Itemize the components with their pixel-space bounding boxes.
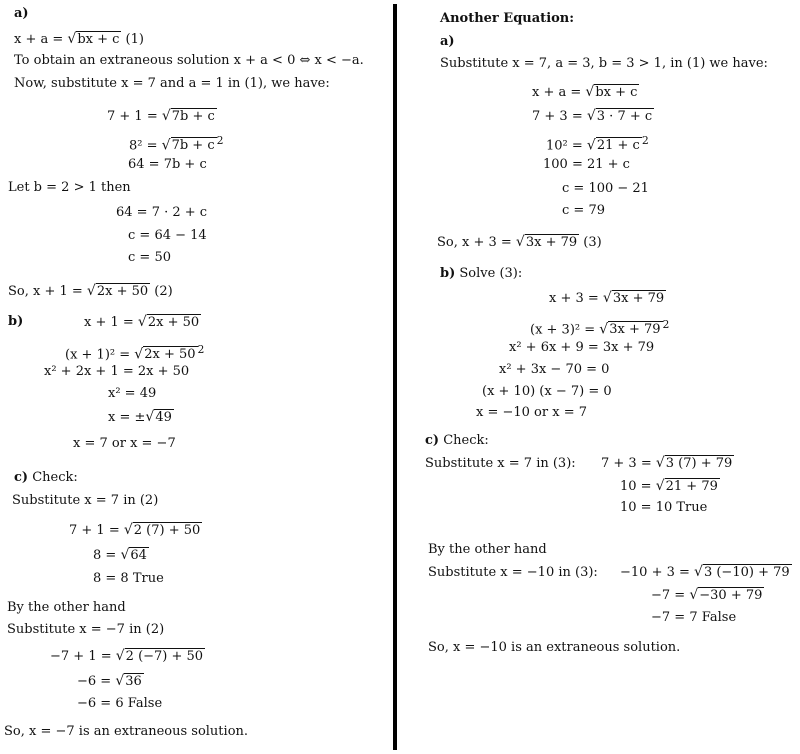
eq-lhs: So, x + 1 = xyxy=(8,284,87,299)
eq-lhs: (x + 3)² = xyxy=(530,322,600,338)
equation-2 xyxy=(8,283,173,300)
radicand: 2x + 50 xyxy=(144,347,196,363)
rd-step-2 xyxy=(651,587,764,604)
right-part-a-label: a) xyxy=(440,34,455,49)
r-step-4: 100 = 21 + c xyxy=(543,157,630,172)
eq-lhs: −7 + 1 = xyxy=(50,649,116,664)
exponent: 2 xyxy=(216,134,224,147)
right-other-hand: By the other hand xyxy=(428,542,547,557)
radicand: 7b + c xyxy=(171,109,215,124)
sqrt-icon: √ xyxy=(123,522,133,538)
sqrt-icon: √ xyxy=(145,409,155,425)
step-5: c = 64 − 14 xyxy=(128,228,207,243)
radicand: 2 (−7) + 50 xyxy=(125,649,204,664)
exponent: 2 xyxy=(641,134,649,147)
sqrt-icon: √ xyxy=(67,31,77,47)
d-step-3: −6 = 6 False xyxy=(77,696,163,711)
solve-label: Solve (3): xyxy=(455,266,523,281)
left-conclusion: So, x = −7 is an extraneous solution. xyxy=(4,724,249,739)
right-part-b-label: b) xyxy=(440,266,456,281)
rd-step-1 xyxy=(620,564,792,581)
step-4: 64 = 7 · 2 + c xyxy=(116,205,208,220)
eq-lhs: x + 1 = xyxy=(84,315,138,330)
eq-lhs: 8² = xyxy=(129,138,162,154)
radicand: 21 + c xyxy=(596,138,640,154)
exponent: 2 xyxy=(197,343,205,356)
radicand: −30 + 79 xyxy=(699,588,763,603)
right-substitute-line: Substitute x = 7, a = 3, b = 3 > 1, in (1) we have: xyxy=(440,56,768,71)
sqrt-icon: √ xyxy=(599,321,609,338)
sqrt-icon: √ xyxy=(515,234,525,250)
part-c-heading xyxy=(14,470,78,486)
substitute-line: Now, substitute x = 7 and a = 1 in (1), we have: xyxy=(14,76,330,91)
radicand: 7b + c xyxy=(171,138,215,154)
radicand: 3 · 7 + c xyxy=(596,109,653,124)
eq-tag: (2) xyxy=(150,284,173,299)
b-step-2 xyxy=(65,342,204,363)
sqrt-icon: √ xyxy=(586,108,596,124)
rb-step-3: x² + 6x + 9 = 3x + 79 xyxy=(509,340,655,355)
part-c-label: c) xyxy=(14,470,29,485)
c-step-3: 8 = 8 True xyxy=(93,571,164,586)
b-step-6: x = 7 or x = −7 xyxy=(73,436,176,451)
radicand: 3 (7) + 79 xyxy=(665,456,733,471)
let-b-line: Let b = 2 > 1 then xyxy=(8,180,131,195)
d-step-1 xyxy=(50,648,205,665)
right-part-c-label: c) xyxy=(425,433,440,448)
radicand: 49 xyxy=(155,410,172,425)
radicand: 2x + 50 xyxy=(147,315,200,330)
d-step-2 xyxy=(77,673,144,690)
check-substitute: Substitute x = 7 in (2) xyxy=(12,493,159,508)
b-step-4: x² = 49 xyxy=(108,386,157,401)
right-check-substitute: Substitute x = 7 in (3): xyxy=(425,456,576,471)
radicand: 36 xyxy=(125,674,142,689)
sqrt-icon: √ xyxy=(134,346,144,363)
step-3: 64 = 7b + c xyxy=(128,157,207,172)
eq-lhs: x + 3 = xyxy=(549,291,603,306)
radicand: 3 (−10) + 79 xyxy=(703,565,790,580)
radicand: 2 (7) + 50 xyxy=(133,523,201,538)
r-step-5: c = 100 − 21 xyxy=(562,181,649,196)
sqrt-icon: √ xyxy=(161,108,171,124)
radicand: bx + c xyxy=(77,32,120,47)
sqrt-icon: √ xyxy=(655,478,665,494)
rc-step-3: 10 = 10 True xyxy=(620,500,708,515)
eq-lhs: (x + 1)² = xyxy=(65,347,135,363)
eq-tag: (3) xyxy=(579,235,602,250)
eq-lhs: −10 + 3 = xyxy=(620,565,695,580)
b-step-1 xyxy=(84,314,201,331)
step-2 xyxy=(129,133,223,154)
b-step-3: x² + 2x + 1 = 2x + 50 xyxy=(44,364,190,379)
radicand: 3x + 79 xyxy=(612,291,665,306)
right-conclusion: So, x = −10 is an extraneous solution. xyxy=(428,640,681,655)
radicand: 2x + 50 xyxy=(96,284,149,299)
eq-lhs: x = ± xyxy=(108,410,146,425)
radicand: 64 xyxy=(130,548,147,563)
sqrt-icon: √ xyxy=(602,290,612,306)
eq-lhs: −6 = xyxy=(77,674,116,689)
rb-step-4: x² + 3x − 70 = 0 xyxy=(499,362,610,377)
exponent: 2 xyxy=(662,318,670,331)
part-a-label: a) xyxy=(14,6,29,21)
equation-1 xyxy=(14,31,144,48)
eq-lhs: x + a = xyxy=(14,32,68,47)
check-label: Check: xyxy=(439,433,489,448)
step-6: c = 50 xyxy=(128,250,171,265)
eq-lhs: 10 = xyxy=(620,479,656,494)
sqrt-icon: √ xyxy=(689,587,699,603)
right-part-c-heading xyxy=(425,433,489,449)
sqrt-icon: √ xyxy=(86,283,96,299)
other-hand: By the other hand xyxy=(7,600,126,615)
r-step-2 xyxy=(532,108,654,125)
eq-lhs: 7 + 3 = xyxy=(601,456,656,471)
eq-lhs: So, x + 3 = xyxy=(437,235,516,250)
sqrt-icon: √ xyxy=(161,137,171,154)
step-1 xyxy=(107,108,217,125)
check-label: Check: xyxy=(28,470,78,485)
radicand: 3x + 79 xyxy=(525,235,578,250)
c-step-2 xyxy=(93,547,149,564)
eq-lhs: x + a = xyxy=(532,85,586,100)
eq-lhs: 10² = xyxy=(546,138,587,154)
sqrt-icon: √ xyxy=(694,564,703,580)
sqrt-icon: √ xyxy=(585,84,595,100)
radicand: 21 + 79 xyxy=(665,479,718,494)
sqrt-icon: √ xyxy=(115,648,125,664)
extraneous-condition: To obtain an extraneous solution x + a < 0 ⇔ x < −a. xyxy=(14,53,364,68)
eq-lhs: −7 = xyxy=(651,588,690,603)
sqrt-icon: √ xyxy=(655,455,665,471)
sqrt-icon: √ xyxy=(137,314,147,330)
rb-step-5: (x + 10) (x − 7) = 0 xyxy=(482,384,612,399)
equation-3 xyxy=(437,234,602,251)
c-step-1 xyxy=(69,522,202,539)
rb-step-6: x = −10 or x = 7 xyxy=(476,405,587,420)
substitute-neg7: Substitute x = −7 in (2) xyxy=(7,622,165,637)
sqrt-icon: √ xyxy=(115,673,125,689)
rc-step-2 xyxy=(620,478,720,495)
substitute-neg10: Substitute x = −10 in (3): xyxy=(428,565,598,580)
rd-step-3: −7 = 7 False xyxy=(651,610,737,625)
rc-step-1 xyxy=(601,455,734,472)
another-equation-heading: Another Equation: xyxy=(440,11,575,26)
sqrt-icon: √ xyxy=(120,547,130,563)
radicand: bx + c xyxy=(595,85,638,100)
rb-step-1 xyxy=(549,290,666,307)
r-step-3 xyxy=(546,133,649,154)
r-step-6: c = 79 xyxy=(562,203,605,218)
rb-step-2 xyxy=(530,317,669,338)
eq-lhs: 8 = xyxy=(93,548,121,563)
r-step-1 xyxy=(532,84,639,101)
eq-lhs: 7 + 1 = xyxy=(107,109,162,124)
radicand: 3x + 79 xyxy=(609,322,661,338)
eq-tag: (1) xyxy=(121,32,144,47)
column-divider xyxy=(393,4,397,750)
eq-lhs: 7 + 1 = xyxy=(69,523,124,538)
right-part-b-heading xyxy=(440,266,522,282)
sqrt-icon: √ xyxy=(586,137,596,154)
part-b-label: b) xyxy=(8,314,24,329)
b-step-5 xyxy=(108,409,174,426)
eq-lhs: 7 + 3 = xyxy=(532,109,587,124)
